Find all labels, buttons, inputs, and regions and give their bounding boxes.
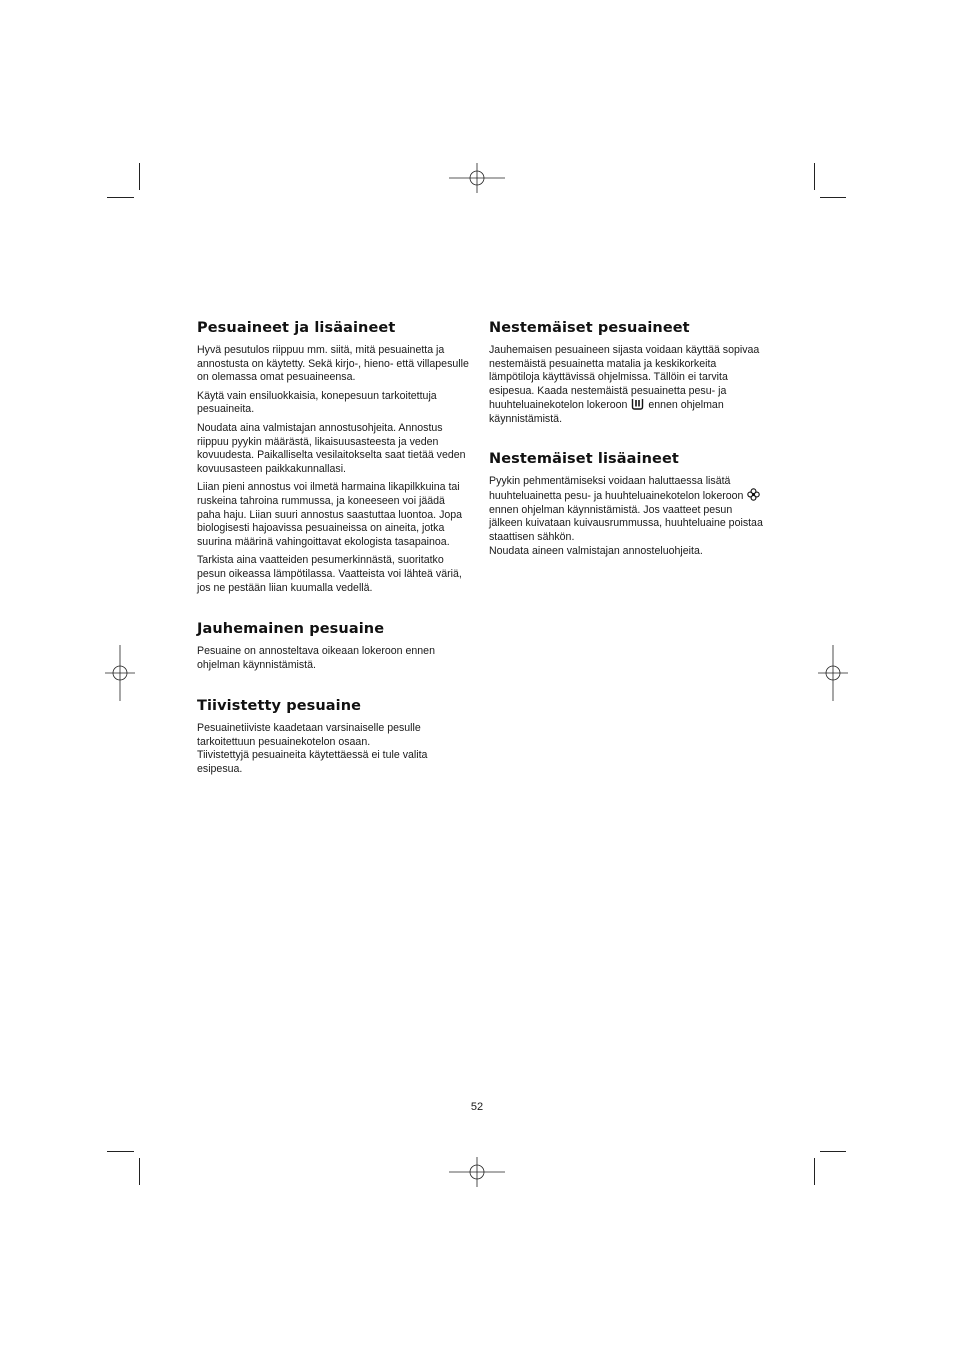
fabric-softener-flower-icon [747,488,760,501]
section-heading: Pesuaineet ja lisäaineet [197,320,396,336]
page-number: 52 [470,1101,484,1113]
section-concentrated-detergent [197,698,469,776]
section-detergents-additives [197,320,469,595]
paragraph: Käytä vain ensiluokkaisia, konepesuun tarkoitettuja pesuaineita. [197,389,437,416]
paragraph: Tarkista aina vaatteiden pesumerkinnästä, suoritatko pesun oikeassa lämpötilassa. Vaatteista voi lähteä väriä, jos ne pestään liian kuumalla vedellä. [197,554,462,594]
section-heading: Jauhemainen pesuaine [197,621,385,638]
paragraph: Hyvä pesutulos riippuu mm. siitä, mitä pesuainetta ja annostusta on käytetty. Sekä kirjo-, hieno- että villapesulle on olemassa omat pesuaineensa. [197,344,469,384]
registration-target-bottom [449,1157,505,1187]
section-powder-detergent [197,621,469,672]
paragraph-text: Jauhemaisen pesuaineen sijasta voidaan käyttää sopivaa nestemäistä pesuainetta matalia ja keskikorkeita lämpötiloja käyttävissä ohjelmissa. Tällöin ei tarvita esipesua. Kaada nestemäistä pesuainetta pesu- ja huuhteluainekotelon lokeroon [489,344,760,412]
section-heading: Nestemäiset lisäaineet [489,450,679,467]
left-column [197,320,469,803]
registration-target-right [818,645,848,701]
registration-target-top [449,163,505,193]
paragraph: Liian pieni annostus voi ilmetä harmaina likapilkkuina tai ruskeina tahroina rummussa, ja koneeseen voi jäädä paha haju. Liian suuri annostus saastuttaa luontoa. Jopa biologisesti hajoavissa pesuaineissa on aineita, jotka suurina määrinä vahingoittavat ekologista tasapainoa. [197,481,463,548]
section-liquid-additives [489,451,765,559]
section-heading: Nestemäiset pesuaineet [489,320,690,336]
main-wash-compartment-icon [631,398,644,410]
paragraph-text: ennen ohjelman käynnistämistä. Jos vaatteet pesun jälkeen kuivataan kuivausrummussa, huuhteluaine poistaa staattisen sähkön. [489,503,763,543]
section-heading: Tiivistetty pesuaine [197,698,362,715]
section-liquid-detergents [489,320,765,427]
paragraph: Noudata aineen valmistajan annosteluohjeita. [489,544,703,557]
paragraph: Tiivistettyjä pesuaineita käytettäessä ei tule valita esipesua. [197,749,428,776]
paragraph: Noudata aina valmistajan annostusohjeita. Annostus riippuu pyykin määrästä, likaisuusasteesta ja veden kovuudesta. Paikalliselta vesilaitokselta saat tietää veden kovuusasteen paikkakunnallasi. [197,421,466,475]
paragraph [489,344,765,427]
paragraph: Pesuainetiiviste kaadetaan varsinaiselle pesulle tarkoitettuun pesuainekotelon osaan. [197,722,421,748]
paragraph-text: Pyykin pehmentämiseksi voidaan haluttaessa lisätä huuhteluainetta pesu- ja huuhteluainekotelon lokeroon [489,474,744,503]
right-column [489,320,765,584]
registration-target-left [105,645,135,701]
paragraph-text: ennen ohjelman käynnistämistä. [489,399,724,425]
paragraph: Pesuaine on annosteltava oikeaan lokeroon ennen ohjelman käynnistämistä. [197,645,435,671]
paragraph [489,475,765,545]
